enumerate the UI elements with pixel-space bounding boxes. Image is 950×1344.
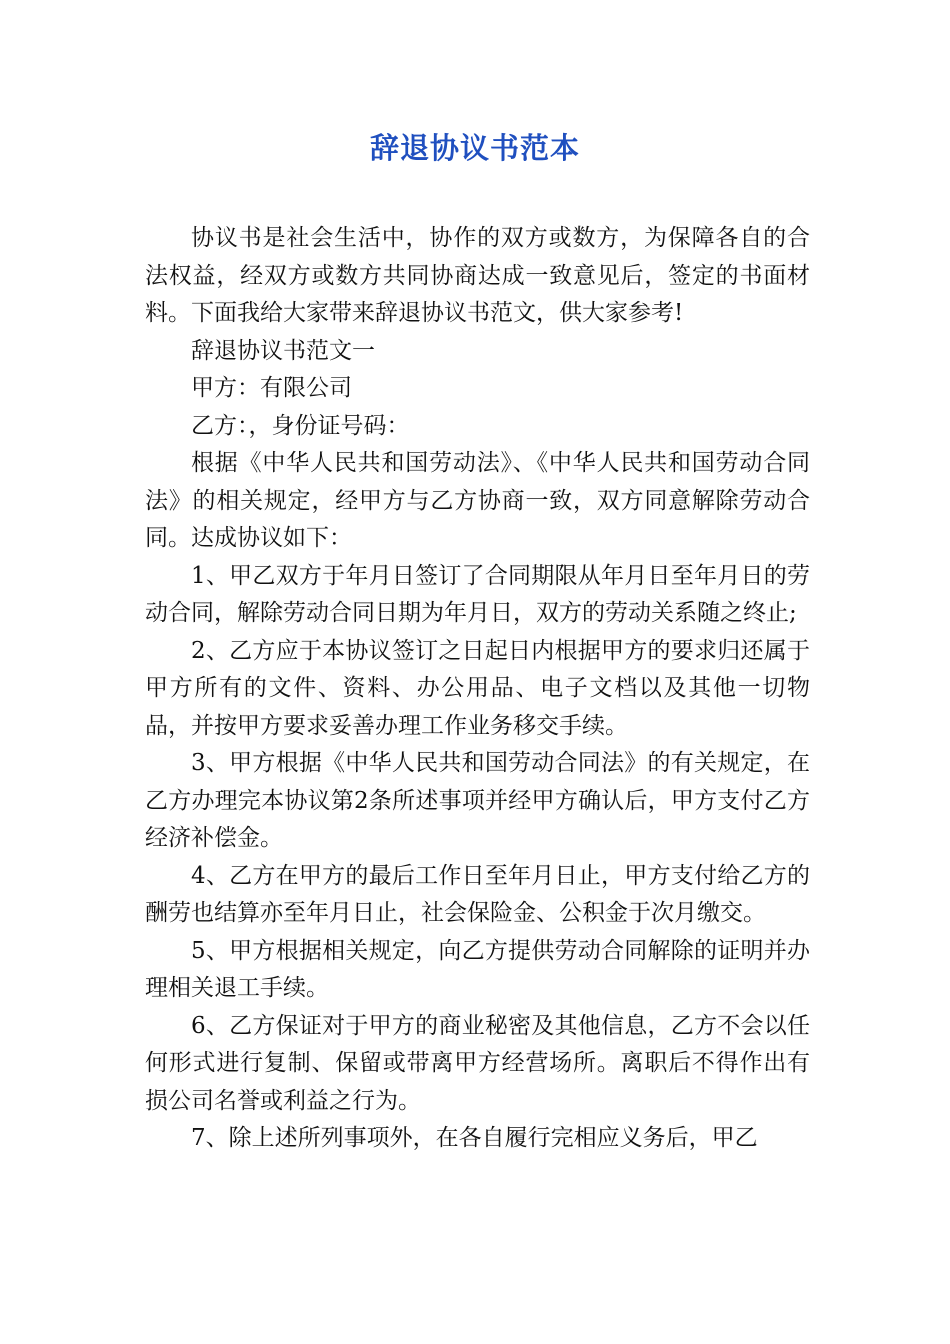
party-a-line: 甲方：有限公司	[191, 375, 352, 401]
party-b-line: 乙方：，身份证号码：	[191, 412, 410, 439]
clause-7: 7、除上述所列事项外，在各自履行完相应义务后，甲乙	[191, 1125, 758, 1151]
clause-4: 4、乙方在甲方的最后工作日至年月日止，甲方支付给乙方的酬劳也结算亦至年月日止，社会保险金、公积金于次月缴交。	[145, 862, 810, 926]
clause-3: 3、甲方根据《中华人民共和国劳动合同法》的有关规定，在乙方办理完本协议第2条所述事项并经甲方确认后，甲方支付乙方经济补偿金。	[145, 750, 810, 851]
clause-6: 6、乙方保证对于甲方的商业秘密及其他信息，乙方不会以任何形式进行复制、保留或带离甲方经营场所。离职后不得作出有损公司名誉或利益之行为。	[145, 1012, 810, 1114]
clause-5: 5、甲方根据相关规定，向乙方提供劳动合同解除的证明并办理相关退工手续。	[145, 937, 810, 1001]
document-body	[145, 220, 810, 1158]
clause-2: 2、乙方应于本协议签订之日起日内根据甲方的要求归还属于甲方所有的文件、资料、办公用品、电子文档以及其他一切物品，并按甲方要求妥善办理工作业务移交手续。	[145, 637, 810, 739]
legal-basis-paragraph: 根据《中华人民共和国劳动法》、《中华人民共和国劳动合同法》的相关规定，经甲方与乙方协商一致，双方同意解除劳动合同。达成协议如下：	[145, 450, 810, 551]
clause-1: 1、甲乙双方于年月日签订了合同期限从年月日至年月日的劳动合同，解除劳动合同日期为年月日，双方的劳动关系随之终止;	[145, 562, 810, 626]
section-heading: 辞退协议书范文一	[191, 337, 375, 364]
intro-paragraph: 协议书是社会生活中，协作的双方或数方，为保障各自的合法权益，经双方或数方共同协商达成一致意见后，签定的书面材料。下面我给大家带来辞退协议书范文，供大家参考!	[145, 225, 810, 326]
document-title: 辞退协议书范本	[369, 131, 580, 165]
